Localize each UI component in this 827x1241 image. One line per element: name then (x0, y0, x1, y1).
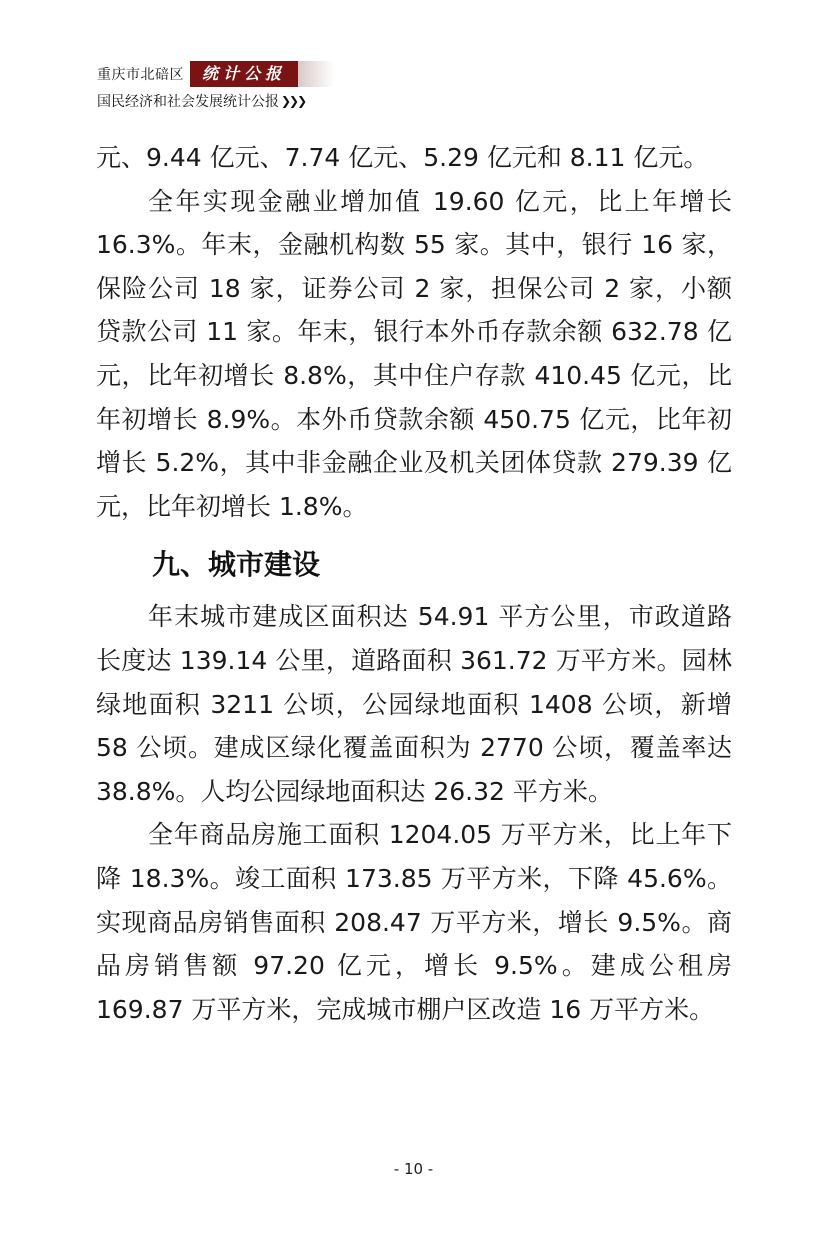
page-number: - 10 - (393, 1160, 434, 1178)
paragraph-finance: 全年实现金融业增加值 19.60 亿元，比上年增长 16.3%。年末，金融机构数 55 家。其中，银行 16 家，保险公司 18 家，证券公司 2 家，担保公司 2 家，小额贷款公司 11 家。年末，银行本外币存款余额 632.78 亿元，比年初增长 8.8%，其中住户存款 410.45 亿元，比年初增长 8.9%。本外币贷款余额 450.75 亿元，比年初增长 5.2%，其中非金融企业及机关团体贷款 279.39 亿元，比年初增长 1.8%。 (96, 186, 732, 521)
report-header (97, 60, 417, 110)
paragraph-continuation: 元、9.44 亿元、7.74 亿元、5.29 亿元和 8.11 亿元。 (96, 143, 709, 172)
document-body (96, 136, 732, 1031)
paragraph-real-estate: 全年商品房施工面积 1204.05 万平方米，比上年下降 18.3%。竣工面积 173.85 万平方米，下降 45.6%。实现商品房销售面积 208.47 万平方米，增长 9.5%。商品房销售额 97.20 亿元，增长 9.5%。建成公租房 169.87 万平方米，完成城市棚户区改造 16 万平方米。 (96, 820, 732, 1024)
section-title: 九、城市建设 (152, 548, 321, 582)
paragraph-urban-area: 年末城市建成区面积达 54.91 平方公里，市政道路长度达 139.14 公里，道路面积 361.72 万平方米。园林绿地面积 3211 公顷，公园绿地面积 1408 公顷，新增 58 公顷。建成区绿化覆盖面积为 2770 公顷，覆盖率达 38.8%。人均公园绿地面积达 26.32 平方米。 (96, 602, 732, 806)
header-subtitle: 国民经济和社会发展统计公报 (97, 94, 279, 110)
header-region: 重庆市北碚区 (97, 67, 184, 83)
header-badge-fade (298, 61, 334, 87)
header-top-row (97, 60, 417, 88)
header-badge: 统计公报 (190, 61, 298, 87)
header-bottom-row (97, 91, 417, 111)
chevrons-right-icon: ❯❯❯ (281, 94, 306, 108)
